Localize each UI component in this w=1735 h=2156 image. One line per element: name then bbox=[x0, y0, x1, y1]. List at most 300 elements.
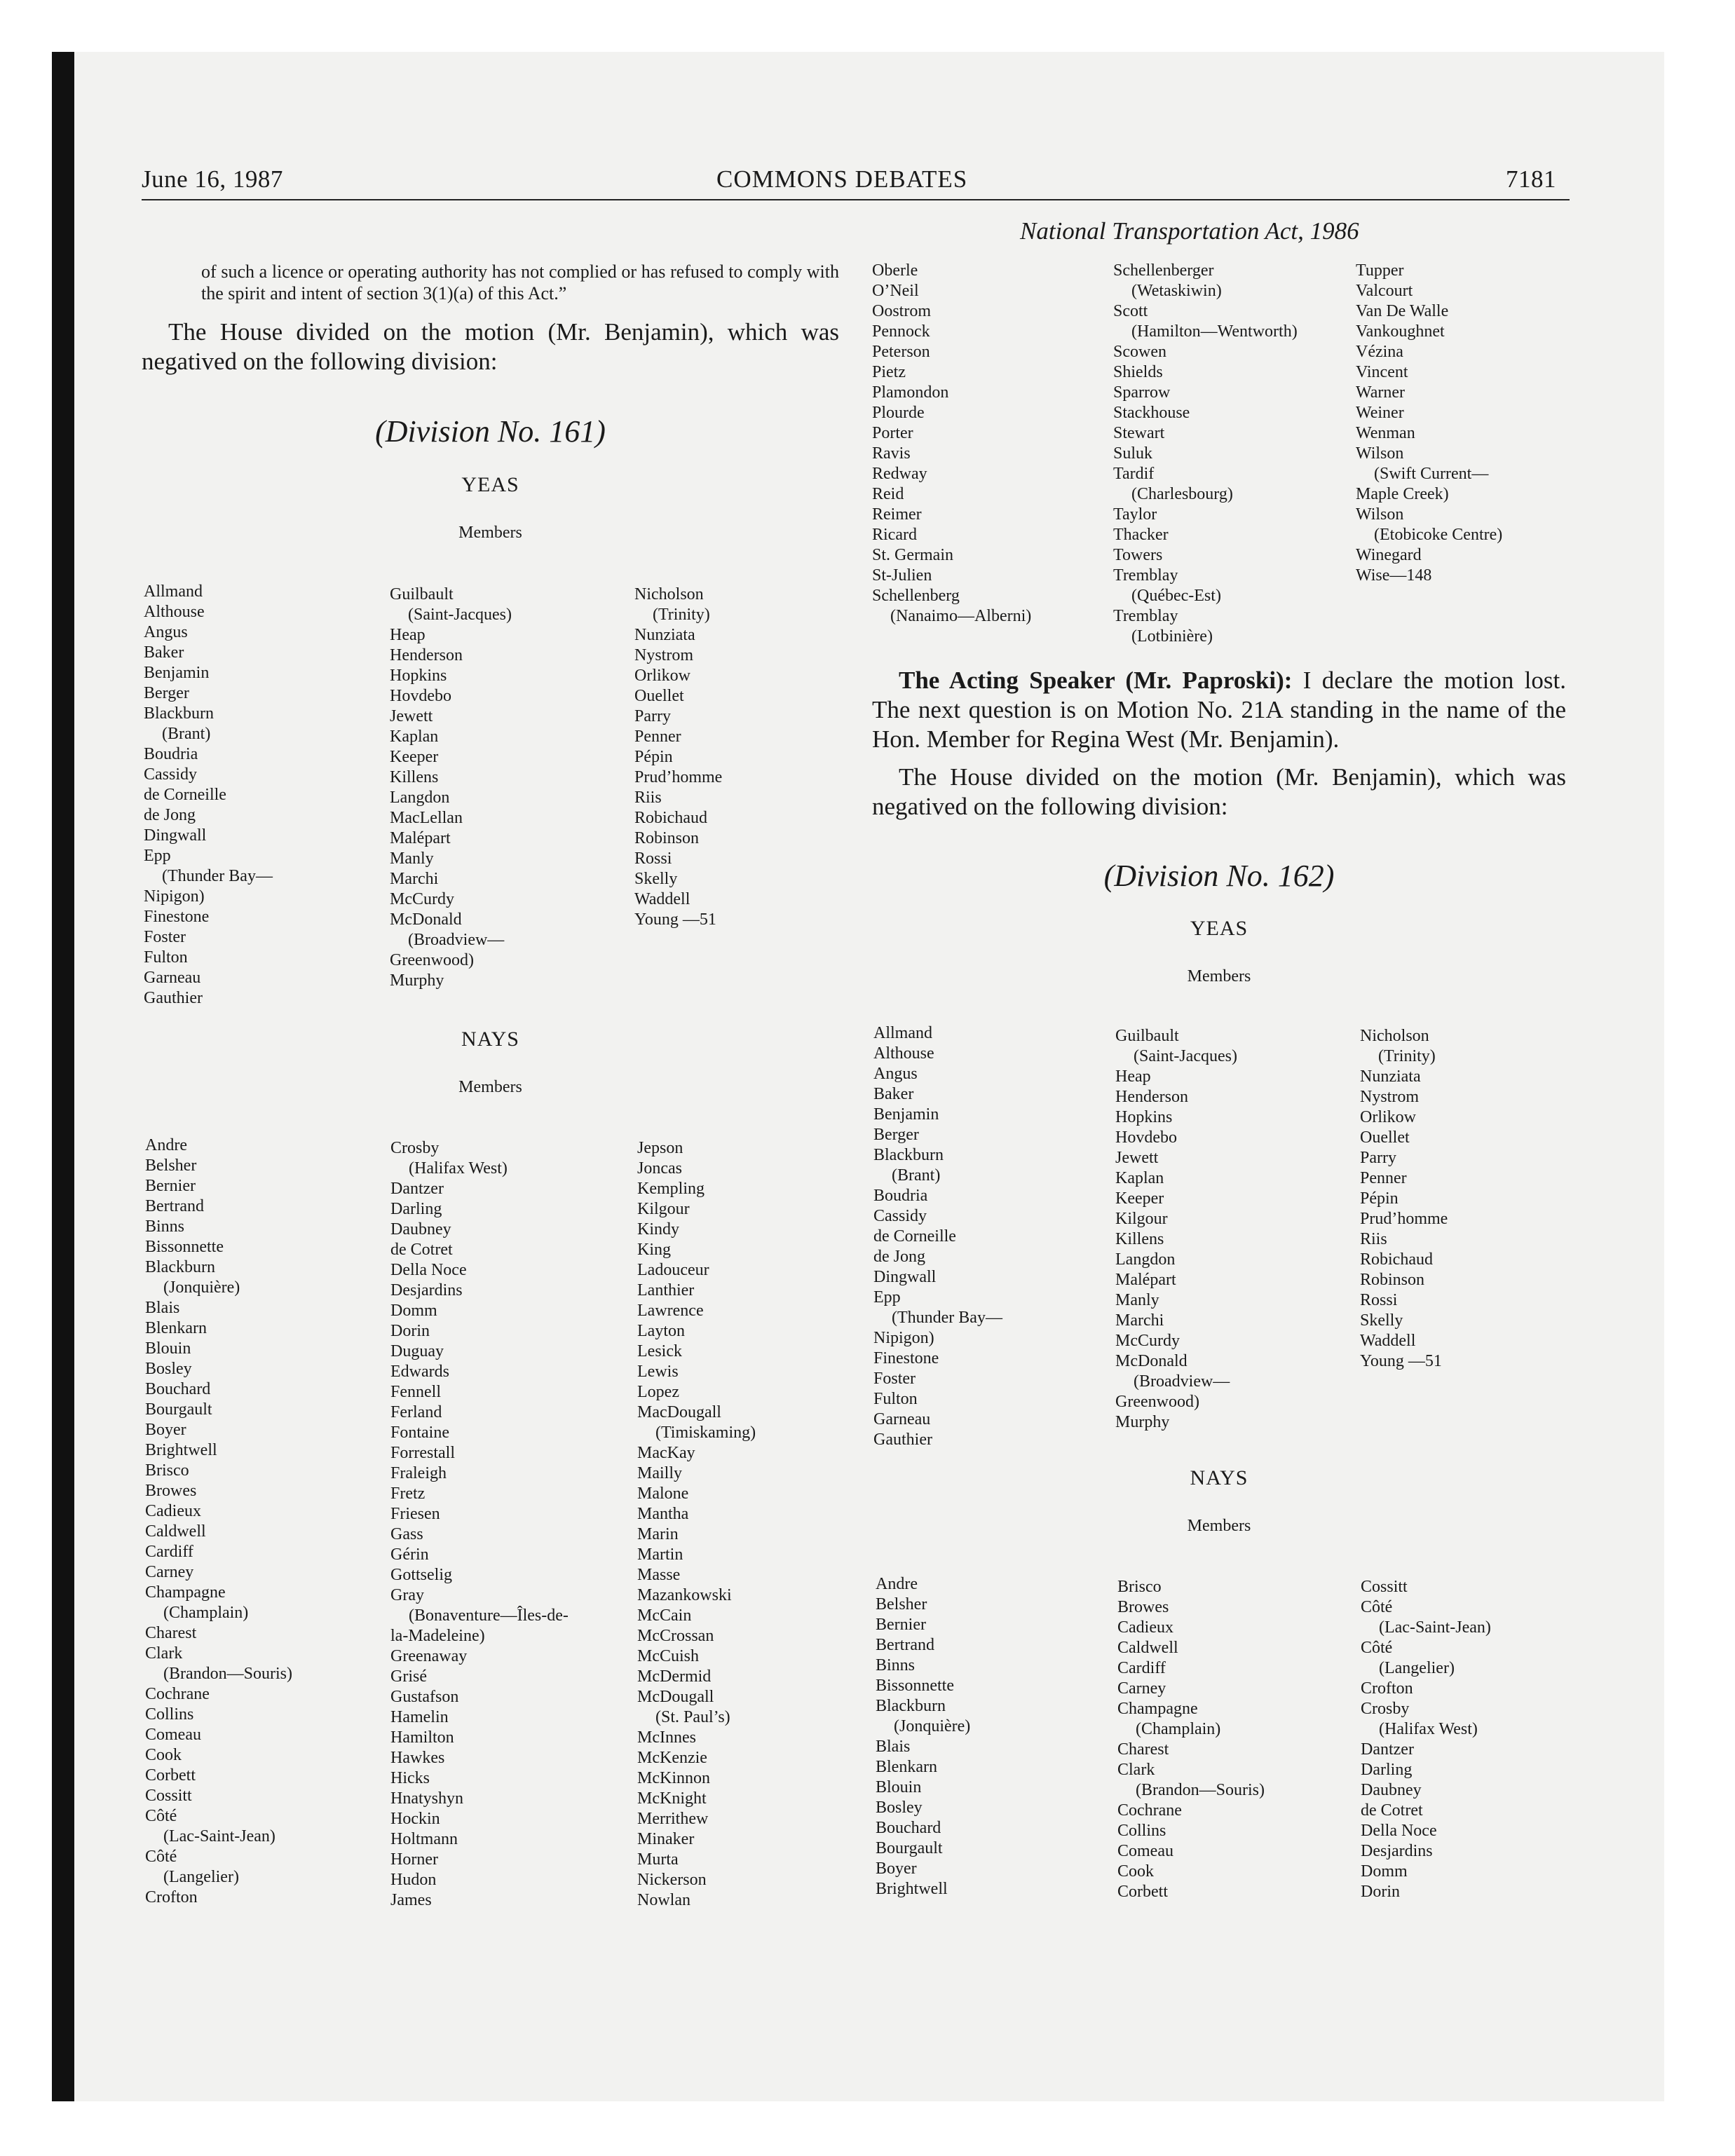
member-name: McCuish bbox=[637, 1647, 700, 1665]
member-name: Gustafson bbox=[390, 1688, 459, 1706]
member-name: Parry bbox=[1360, 1149, 1396, 1167]
member-name: Ouellet bbox=[1360, 1128, 1410, 1147]
nays-162-col-3 bbox=[1361, 1577, 1491, 1902]
header-date: June 16, 1987 bbox=[142, 165, 283, 193]
division-title-161: (Division No. 161) bbox=[375, 414, 606, 449]
member-name: (Swift Current— bbox=[1374, 465, 1489, 483]
member-name: (Wetaskiwin) bbox=[1131, 282, 1222, 300]
member-name: Marchi bbox=[390, 870, 439, 888]
member-name: McDonald bbox=[390, 910, 462, 929]
member-name: Keeper bbox=[390, 748, 439, 766]
division-intro-161: The House divided on the motion (Mr. Benjamin), which was negatived on the following division: bbox=[142, 318, 839, 375]
member-name: Della Noce bbox=[390, 1261, 467, 1279]
member-name: Hockin bbox=[390, 1810, 440, 1828]
member-name: (Lac-Saint-Jean) bbox=[1379, 1618, 1491, 1637]
member-name: Cook bbox=[145, 1746, 182, 1764]
member-name: Della Noce bbox=[1361, 1822, 1437, 1840]
member-name: Minaker bbox=[637, 1830, 695, 1848]
header-page-number: 7181 bbox=[1506, 165, 1556, 193]
member-name: Darling bbox=[390, 1200, 442, 1218]
member-name: Cadieux bbox=[1117, 1618, 1173, 1637]
member-name: Penner bbox=[1360, 1169, 1407, 1187]
member-name: Dorin bbox=[1361, 1883, 1400, 1901]
member-name: (Brant) bbox=[892, 1166, 941, 1185]
member-name: Domm bbox=[1361, 1862, 1408, 1881]
member-name: Cook bbox=[1117, 1862, 1155, 1881]
member-name: Nipigon) bbox=[144, 887, 205, 906]
member-name: Angus bbox=[873, 1065, 918, 1083]
member-name: (Broadview— bbox=[1134, 1372, 1230, 1391]
member-name: Hnatyshyn bbox=[390, 1789, 463, 1808]
member-name: Lawrence bbox=[637, 1302, 704, 1320]
member-name: Dingwall bbox=[144, 826, 207, 845]
member-name: Gass bbox=[390, 1525, 423, 1543]
member-name: (Jonquière) bbox=[894, 1717, 971, 1735]
member-name: Prud’homme bbox=[634, 768, 723, 786]
nays-162-col-2 bbox=[1117, 1577, 1265, 1902]
member-name: Jewett bbox=[1115, 1149, 1159, 1167]
member-name: Epp bbox=[873, 1288, 901, 1306]
member-name: Scowen bbox=[1113, 343, 1166, 361]
nays-161-col-2 bbox=[390, 1138, 569, 1911]
member-name: Côté bbox=[1361, 1598, 1393, 1616]
member-name: Kaplan bbox=[1115, 1169, 1164, 1187]
member-name: Mailly bbox=[637, 1464, 682, 1482]
member-name: Cadieux bbox=[145, 1502, 201, 1520]
member-name: Riis bbox=[634, 789, 662, 807]
member-name: Jepson bbox=[637, 1139, 683, 1157]
member-name: (Hamilton—Wentworth) bbox=[1131, 322, 1298, 341]
member-name: Scott bbox=[1113, 302, 1148, 320]
member-name: Henderson bbox=[1115, 1088, 1188, 1106]
member-name: Côté bbox=[145, 1848, 177, 1866]
member-name: Dingwall bbox=[873, 1268, 937, 1286]
member-name: Caldwell bbox=[145, 1522, 206, 1541]
member-name: Pietz bbox=[872, 363, 906, 381]
member-name: Champagne bbox=[1117, 1700, 1198, 1718]
member-name: Corbett bbox=[145, 1766, 196, 1785]
member-name: Cardiff bbox=[1117, 1659, 1166, 1677]
member-name: Murta bbox=[637, 1850, 679, 1869]
member-name: (Nanaimo—Alberni) bbox=[890, 607, 1032, 625]
member-name: Browes bbox=[145, 1482, 197, 1500]
yeas-162-col-1 bbox=[873, 1023, 1002, 1450]
member-name: Wilson bbox=[1356, 444, 1404, 463]
member-name: Tremblay bbox=[1113, 607, 1178, 625]
member-name: Langdon bbox=[1115, 1250, 1176, 1269]
member-name: Blackburn bbox=[876, 1697, 946, 1715]
member-name: Cardiff bbox=[145, 1543, 193, 1561]
member-name: Friesen bbox=[390, 1505, 440, 1523]
member-name: Collins bbox=[145, 1705, 194, 1724]
member-name: Belsher bbox=[145, 1157, 197, 1175]
speaker-text: I declare the motion lost. The next question is on Motion No. 21A standing in the name of the Hon. Member for Regina West (Mr. Benjamin). bbox=[872, 667, 1566, 753]
member-name: Valcourt bbox=[1356, 282, 1413, 300]
member-name: Van De Walle bbox=[1356, 302, 1449, 320]
member-name: Heap bbox=[1115, 1067, 1151, 1086]
member-name: Clark bbox=[145, 1644, 183, 1663]
member-name: Garneau bbox=[873, 1410, 931, 1428]
member-name: Cochrane bbox=[1117, 1801, 1182, 1820]
member-name: Cochrane bbox=[145, 1685, 210, 1703]
quoted-amendment: of such a licence or operating authority has not complied or has refused to comply with the spirit and intent of section 3(1)(a) of this Act.” bbox=[201, 261, 839, 303]
member-name: Brightwell bbox=[145, 1441, 217, 1459]
member-name: Gottselig bbox=[390, 1566, 452, 1584]
member-name: Vézina bbox=[1356, 343, 1403, 361]
member-name: Pépin bbox=[1360, 1189, 1399, 1208]
member-name: Rossi bbox=[1360, 1291, 1398, 1309]
member-name: Horner bbox=[390, 1850, 438, 1869]
member-name: Waddell bbox=[1360, 1332, 1416, 1350]
member-name: Young —51 bbox=[634, 910, 716, 929]
member-name: Hicks bbox=[390, 1769, 430, 1787]
member-name: Andre bbox=[145, 1136, 187, 1154]
nays-heading-162: NAYS bbox=[1190, 1466, 1248, 1489]
member-name: Malépart bbox=[390, 829, 451, 847]
member-name: Skelly bbox=[1360, 1311, 1403, 1330]
member-name: Angus bbox=[144, 623, 188, 641]
member-name: Ravis bbox=[872, 444, 911, 463]
header-rule bbox=[142, 199, 1570, 200]
member-name: Keeper bbox=[1115, 1189, 1164, 1208]
member-name: Towers bbox=[1113, 546, 1163, 564]
member-name: Côté bbox=[1361, 1639, 1393, 1657]
member-name: Martin bbox=[637, 1546, 683, 1564]
member-name: Porter bbox=[872, 424, 913, 442]
member-name: Brisco bbox=[1117, 1578, 1162, 1596]
member-name: Blais bbox=[876, 1738, 911, 1756]
member-name: Merrithew bbox=[637, 1810, 709, 1828]
member-name: Carney bbox=[145, 1563, 194, 1581]
member-name: Berger bbox=[144, 684, 189, 702]
member-name: Suluk bbox=[1113, 444, 1153, 463]
member-name: Weiner bbox=[1356, 404, 1404, 422]
member-name: Dorin bbox=[390, 1322, 430, 1340]
member-name: Baker bbox=[873, 1085, 914, 1103]
header-title: COMMONS DEBATES bbox=[716, 165, 968, 193]
member-name: Peterson bbox=[872, 343, 930, 361]
running-title: National Transportation Act, 1986 bbox=[1020, 217, 1359, 245]
member-name: Daubney bbox=[390, 1220, 451, 1239]
member-name: Greenaway bbox=[390, 1647, 468, 1665]
member-name: Robinson bbox=[1360, 1271, 1425, 1289]
member-name: McInnes bbox=[637, 1728, 696, 1747]
member-name: (Lac-Saint-Jean) bbox=[163, 1827, 275, 1845]
member-name: Daubney bbox=[1361, 1781, 1422, 1799]
member-name: Schellenberger bbox=[1113, 261, 1214, 280]
member-name: King bbox=[637, 1241, 671, 1259]
member-name: Crosby bbox=[390, 1139, 440, 1157]
member-name: Blackburn bbox=[145, 1258, 215, 1276]
member-name: Greenwood) bbox=[390, 951, 474, 969]
member-name: Crofton bbox=[1361, 1679, 1413, 1698]
member-name: Gray bbox=[390, 1586, 424, 1604]
member-name: Manly bbox=[390, 850, 434, 868]
member-name: Binns bbox=[876, 1656, 916, 1674]
member-name: (Etobicoke Centre) bbox=[1374, 526, 1503, 544]
member-name: Hamilton bbox=[390, 1728, 454, 1747]
member-name: Finestone bbox=[144, 908, 210, 926]
member-name: Althouse bbox=[144, 603, 205, 621]
member-name: Joncas bbox=[637, 1159, 682, 1178]
member-name: Nunziata bbox=[1360, 1067, 1421, 1086]
member-name: Boudria bbox=[873, 1187, 928, 1205]
member-name: Stackhouse bbox=[1113, 404, 1190, 422]
member-name: (Lotbinière) bbox=[1131, 627, 1213, 646]
member-name: Charest bbox=[145, 1624, 197, 1642]
member-name: (Langelier) bbox=[1379, 1659, 1455, 1677]
member-name: (Broadview— bbox=[408, 931, 505, 949]
member-name: Tardif bbox=[1113, 465, 1155, 483]
member-name: Carney bbox=[1117, 1679, 1166, 1698]
member-name: Thacker bbox=[1113, 526, 1169, 544]
member-name: Robichaud bbox=[634, 809, 707, 827]
member-name: Nickerson bbox=[637, 1871, 707, 1889]
member-name: Hovdebo bbox=[390, 687, 451, 705]
member-name: Clark bbox=[1117, 1761, 1155, 1779]
member-name: Plourde bbox=[872, 404, 925, 422]
member-name: MacDougall bbox=[637, 1403, 721, 1421]
member-name: Plamondon bbox=[872, 383, 949, 402]
member-name: Jewett bbox=[390, 707, 433, 725]
member-name: Guilbault bbox=[1115, 1027, 1179, 1045]
member-name: (Saint-Jacques) bbox=[1134, 1047, 1237, 1065]
nays-161-col-1 bbox=[145, 1135, 292, 1908]
member-name: de Cotret bbox=[390, 1241, 453, 1259]
member-name: Oostrom bbox=[872, 302, 931, 320]
nays-members-label-161: Members bbox=[458, 1078, 522, 1096]
member-name: Fraleigh bbox=[390, 1464, 447, 1482]
member-name: Blouin bbox=[145, 1339, 191, 1358]
speaker-statement bbox=[872, 666, 1566, 754]
member-name: Bernier bbox=[145, 1177, 196, 1195]
member-name: de Jong bbox=[144, 806, 196, 824]
yeas-161-col-3 bbox=[634, 585, 722, 930]
member-name: Dantzer bbox=[1361, 1740, 1414, 1759]
member-name: Orlikow bbox=[1360, 1108, 1416, 1126]
member-name: Malépart bbox=[1115, 1271, 1176, 1289]
member-name: Mantha bbox=[637, 1505, 689, 1523]
member-name: (Saint-Jacques) bbox=[408, 606, 512, 624]
member-name: Baker bbox=[144, 643, 184, 662]
member-name: Guilbault bbox=[390, 585, 454, 603]
member-name: Hopkins bbox=[1115, 1108, 1173, 1126]
member-name: McKenzie bbox=[637, 1749, 707, 1767]
member-name: Desjardins bbox=[1361, 1842, 1433, 1860]
member-name: Robinson bbox=[634, 829, 700, 847]
member-name: Prud’homme bbox=[1360, 1210, 1448, 1228]
member-name: Reimer bbox=[872, 505, 922, 524]
member-name: Champagne bbox=[145, 1583, 226, 1602]
member-name: Riis bbox=[1360, 1230, 1387, 1248]
member-name: (Halifax West) bbox=[1379, 1720, 1478, 1738]
member-name: Blais bbox=[145, 1299, 180, 1317]
member-name: Winegard bbox=[1356, 546, 1422, 564]
member-name: McKnight bbox=[637, 1789, 707, 1808]
member-name: Berger bbox=[873, 1126, 919, 1144]
member-name: Stewart bbox=[1113, 424, 1165, 442]
member-name: Charest bbox=[1117, 1740, 1169, 1759]
member-name: Garneau bbox=[144, 969, 201, 987]
member-name: Wenman bbox=[1356, 424, 1415, 442]
member-name: MacLellan bbox=[390, 809, 463, 827]
member-name: Heap bbox=[390, 626, 426, 644]
member-name: McDonald bbox=[1115, 1352, 1188, 1370]
member-name: (Timiskaming) bbox=[655, 1424, 756, 1442]
member-name: Orlikow bbox=[634, 667, 690, 685]
member-name: Crosby bbox=[1361, 1700, 1410, 1718]
member-name: Killens bbox=[390, 768, 439, 786]
member-name: Fennell bbox=[390, 1383, 441, 1401]
member-name: Hudon bbox=[390, 1871, 437, 1889]
member-name: Bourgault bbox=[876, 1839, 943, 1857]
member-name: Andre bbox=[876, 1575, 918, 1593]
member-name: Masse bbox=[637, 1566, 681, 1584]
member-name: Lanthier bbox=[637, 1281, 695, 1299]
member-name: Murphy bbox=[390, 971, 444, 990]
member-name: Robichaud bbox=[1360, 1250, 1433, 1269]
member-name: Boyer bbox=[145, 1421, 186, 1439]
member-name: Sparrow bbox=[1113, 383, 1171, 402]
member-name: Crofton bbox=[145, 1888, 198, 1906]
member-name: Collins bbox=[1117, 1822, 1166, 1840]
member-name: Nystrom bbox=[1360, 1088, 1419, 1106]
division-intro-162: The House divided on the motion (Mr. Benjamin), which was negatived on the following division: bbox=[872, 763, 1566, 820]
member-name: Lopez bbox=[637, 1383, 679, 1401]
nays-162-col-1 bbox=[876, 1574, 970, 1899]
member-name: Nunziata bbox=[634, 626, 695, 644]
member-name: Bouchard bbox=[876, 1819, 941, 1837]
member-name: Pennock bbox=[872, 322, 930, 341]
member-name: Blenkarn bbox=[876, 1758, 937, 1776]
member-name: Binns bbox=[145, 1217, 185, 1236]
member-name: (Trinity) bbox=[1378, 1047, 1436, 1065]
member-name: Blackburn bbox=[873, 1146, 944, 1164]
member-name: Wilson bbox=[1356, 505, 1404, 524]
member-name: Browes bbox=[1117, 1598, 1169, 1616]
nays-members-label-162: Members bbox=[1187, 1517, 1251, 1535]
member-name: Gauthier bbox=[144, 989, 203, 1007]
member-name: Brisco bbox=[145, 1461, 189, 1480]
nays-161-col-3 bbox=[637, 1138, 756, 1911]
member-name: Blackburn bbox=[144, 704, 214, 723]
member-name: Ricard bbox=[872, 526, 917, 544]
member-name: Rossi bbox=[634, 850, 672, 868]
member-name: Duguay bbox=[390, 1342, 444, 1360]
member-name: Caldwell bbox=[1117, 1639, 1178, 1657]
member-name: (Brant) bbox=[162, 725, 211, 743]
member-name: Redway bbox=[872, 465, 927, 483]
member-name: Bouchard bbox=[145, 1380, 211, 1398]
member-name: Kindy bbox=[637, 1220, 679, 1239]
member-name: Fontaine bbox=[390, 1424, 449, 1442]
member-name: (Brandon—Souris) bbox=[1136, 1781, 1265, 1799]
member-name: Kilgour bbox=[1115, 1210, 1168, 1228]
member-name: Fulton bbox=[873, 1390, 918, 1408]
member-name: Cossitt bbox=[1361, 1578, 1408, 1596]
member-name: de Corneille bbox=[873, 1227, 956, 1246]
member-name: Corbett bbox=[1117, 1883, 1168, 1901]
member-name: (Charlesbourg) bbox=[1131, 485, 1233, 503]
member-name: Comeau bbox=[145, 1726, 201, 1744]
member-name: Gérin bbox=[390, 1546, 429, 1564]
member-name: Nowlan bbox=[637, 1891, 690, 1909]
member-name: McCrossan bbox=[637, 1627, 714, 1645]
member-name: Fulton bbox=[144, 948, 188, 967]
member-name: Brightwell bbox=[876, 1880, 948, 1898]
member-name: Henderson bbox=[390, 646, 463, 664]
nays-160-cont-col-1 bbox=[872, 261, 1031, 627]
member-name: (Brandon—Souris) bbox=[163, 1665, 292, 1683]
member-name: (Halifax West) bbox=[409, 1159, 508, 1178]
member-name: Hawkes bbox=[390, 1749, 445, 1767]
member-name: Gauthier bbox=[873, 1431, 932, 1449]
member-name: de Corneille bbox=[144, 786, 226, 804]
member-name: McKinnon bbox=[637, 1769, 710, 1787]
member-name: Marchi bbox=[1115, 1311, 1164, 1330]
division-title-162: (Division No. 162) bbox=[1103, 859, 1335, 893]
member-name: St. Germain bbox=[872, 546, 953, 564]
member-name: Schellenberg bbox=[872, 587, 960, 605]
member-name: Boyer bbox=[876, 1860, 917, 1878]
member-name: McCurdy bbox=[390, 890, 454, 908]
member-name: Ferland bbox=[390, 1403, 442, 1421]
member-name: Tupper bbox=[1356, 261, 1404, 280]
yeas-161-col-2 bbox=[390, 585, 512, 991]
member-name: Cassidy bbox=[144, 765, 198, 784]
speaker-name: The Acting Speaker (Mr. Paproski): bbox=[899, 667, 1293, 694]
member-name: Comeau bbox=[1117, 1842, 1173, 1860]
member-name: Bissonnette bbox=[145, 1238, 224, 1256]
member-name: Mazankowski bbox=[637, 1586, 732, 1604]
member-name: MacKay bbox=[637, 1444, 695, 1462]
member-name: Ladouceur bbox=[637, 1261, 709, 1279]
member-name: McCurdy bbox=[1115, 1332, 1180, 1350]
member-name: Allmand bbox=[144, 582, 203, 601]
member-name: Penner bbox=[634, 728, 681, 746]
member-name: Pépin bbox=[634, 748, 673, 766]
member-name: Skelly bbox=[634, 870, 678, 888]
member-name: Nipigon) bbox=[873, 1329, 934, 1347]
member-name: Bosley bbox=[145, 1360, 192, 1378]
member-name: Hovdebo bbox=[1115, 1128, 1177, 1147]
member-name: Oberle bbox=[872, 261, 918, 280]
member-name: (St. Paul’s) bbox=[655, 1708, 730, 1726]
member-name: Killens bbox=[1115, 1230, 1164, 1248]
member-name: (Champlain) bbox=[1136, 1720, 1221, 1738]
member-name: Benjamin bbox=[873, 1105, 939, 1124]
member-name: Blenkarn bbox=[145, 1319, 207, 1337]
member-name: Desjardins bbox=[390, 1281, 463, 1299]
member-name: Kaplan bbox=[390, 728, 439, 746]
member-name: Edwards bbox=[390, 1363, 449, 1381]
member-name: McDougall bbox=[637, 1688, 714, 1706]
member-name: Belsher bbox=[876, 1595, 927, 1613]
member-name: Tremblay bbox=[1113, 566, 1178, 585]
member-name: Bosley bbox=[876, 1799, 923, 1817]
member-name: Benjamin bbox=[144, 664, 210, 682]
member-name: Greenwood) bbox=[1115, 1393, 1199, 1411]
member-name: de Jong bbox=[873, 1248, 925, 1266]
member-name: Foster bbox=[873, 1370, 916, 1388]
member-name: Young —51 bbox=[1360, 1352, 1442, 1370]
member-name: (Québec-Est) bbox=[1131, 587, 1221, 605]
member-name: Vincent bbox=[1356, 363, 1408, 381]
member-name: Maple Creek) bbox=[1356, 485, 1449, 503]
member-name: Holtmann bbox=[390, 1830, 458, 1848]
yeas-161-col-1 bbox=[144, 582, 273, 1009]
member-name: Bertrand bbox=[876, 1636, 934, 1654]
